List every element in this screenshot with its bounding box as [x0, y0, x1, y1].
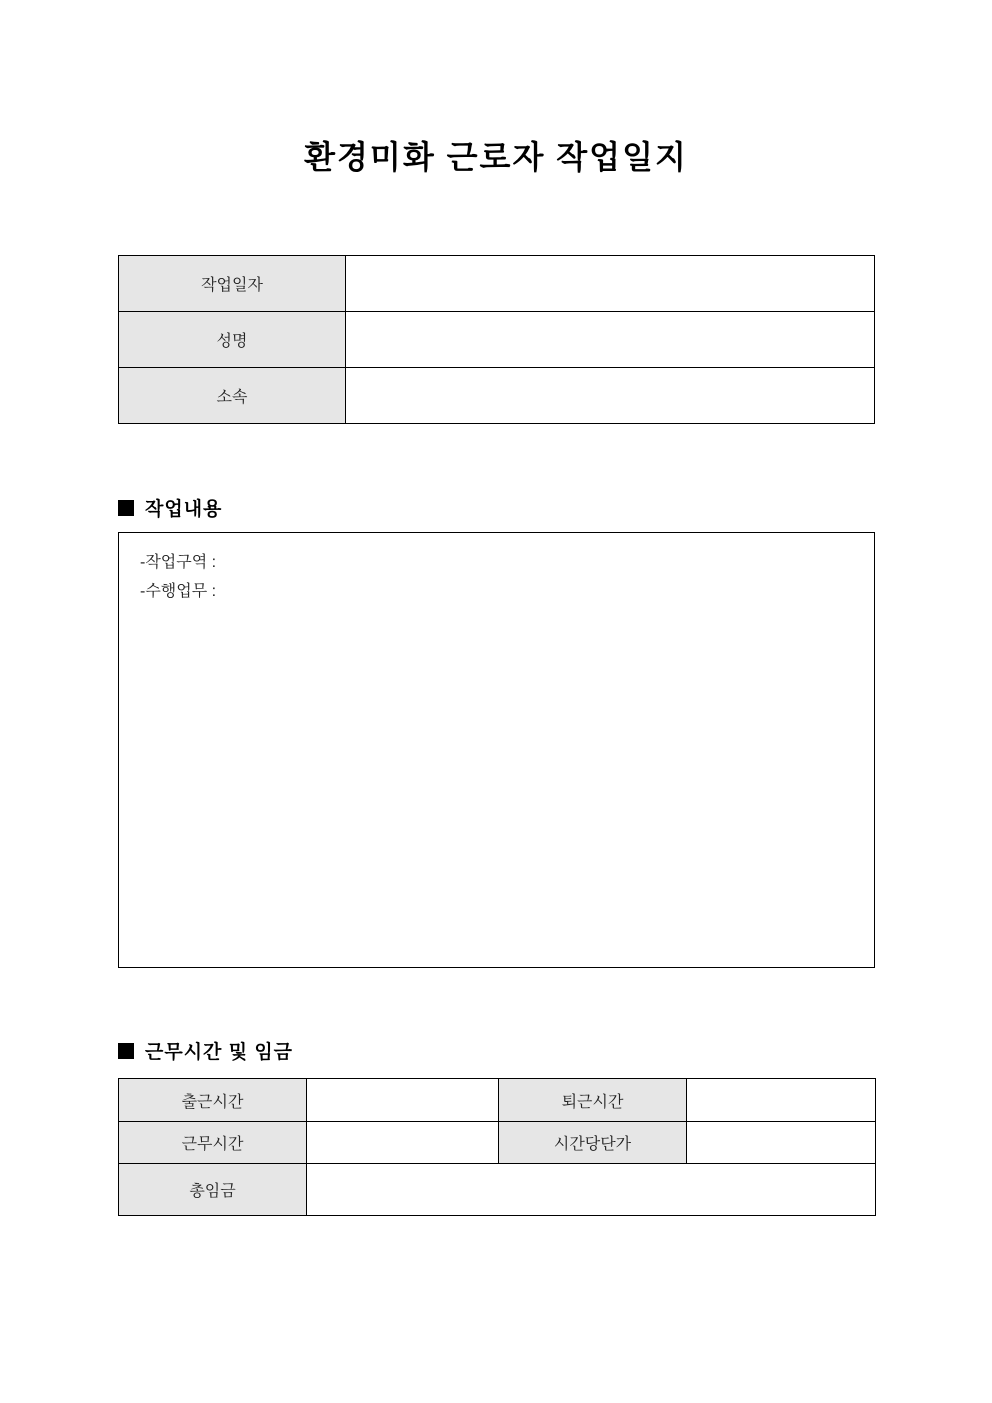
checkin-time-label: 출근시간 — [119, 1079, 307, 1122]
affiliation-input-cell[interactable] — [346, 368, 875, 424]
work-date-input-cell[interactable] — [346, 256, 875, 312]
table-row — [119, 368, 875, 424]
table-row — [119, 1164, 876, 1216]
performed-task-line: -수행업무 : — [140, 583, 217, 600]
table-row — [119, 1122, 876, 1164]
work-date-label: 작업일자 — [119, 256, 346, 312]
name-input-cell[interactable] — [346, 312, 875, 368]
section-bullet-icon — [118, 1043, 134, 1059]
section-bullet-icon — [118, 500, 134, 516]
wage-table — [118, 1078, 876, 1216]
page-title: 환경미화 근로자 작업일지 — [304, 139, 688, 175]
hourly-rate-input-cell[interactable] — [687, 1122, 876, 1164]
name-label: 성명 — [119, 312, 346, 368]
hourly-rate-label: 시간당단가 — [499, 1122, 687, 1164]
section-heading-label: 근무시간 및 임금 — [145, 1042, 294, 1063]
checkout-time-input-cell[interactable] — [687, 1079, 876, 1122]
table-row — [119, 1079, 876, 1122]
work-hours-input-cell[interactable] — [307, 1122, 499, 1164]
total-wage-input-cell[interactable] — [307, 1164, 876, 1216]
checkin-time-input-cell[interactable] — [307, 1079, 499, 1122]
work-hours-label: 근무시간 — [119, 1122, 307, 1164]
affiliation-label: 소속 — [119, 368, 346, 424]
table-row — [119, 256, 875, 312]
wage-section-heading — [118, 1037, 293, 1064]
work-content-box[interactable] — [118, 532, 875, 968]
section-heading-label: 작업내용 — [145, 499, 223, 520]
work-content-section-heading — [118, 494, 222, 521]
checkout-time-label: 퇴근시간 — [499, 1079, 687, 1122]
total-wage-label: 총임금 — [119, 1164, 307, 1216]
work-area-line: -작업구역 : — [140, 554, 217, 571]
table-row — [119, 312, 875, 368]
worker-info-table — [118, 255, 875, 424]
